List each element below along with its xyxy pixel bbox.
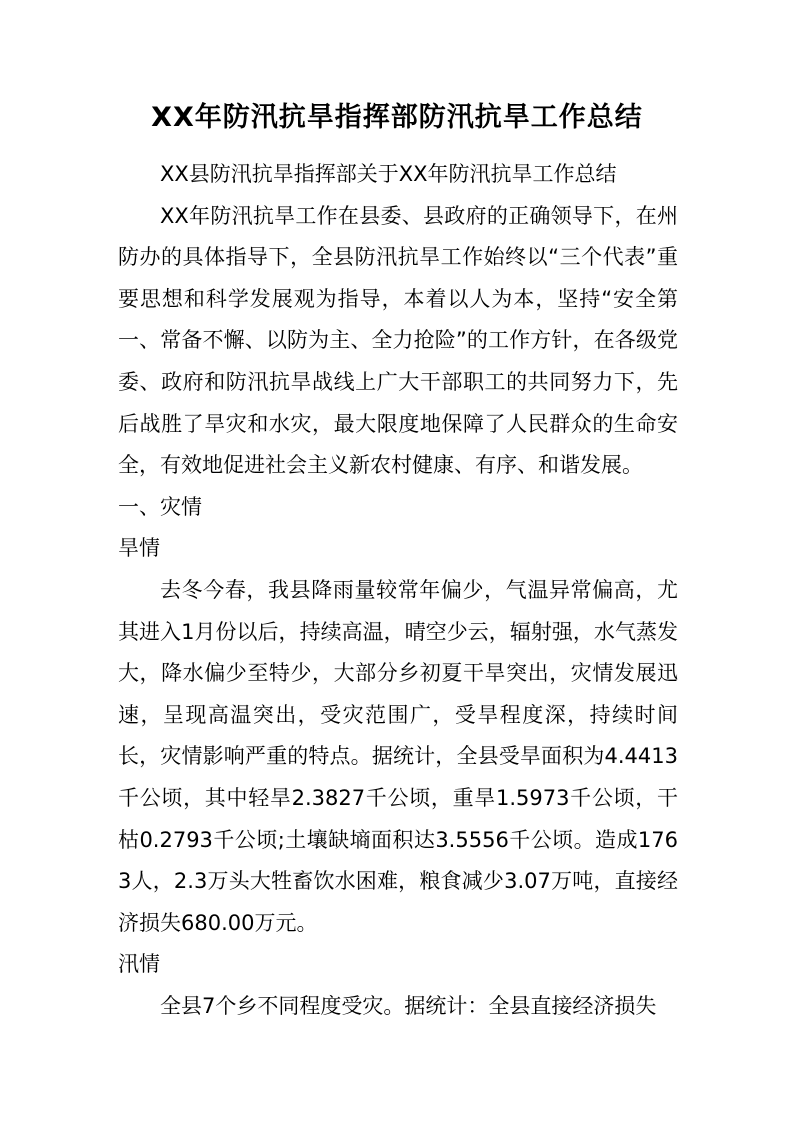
document-body <box>118 154 678 1027</box>
drought-paragraph: 去冬今春，我县降雨量较常年偏少，气温异常偏高，尤其进入1月份以后，持续高温，晴空少云，辐射强，水气蒸发大，降水偏少至特少，大部分乡初夏干旱突出，灾情发展迅速，呈现高温突出，受灾范围广，受旱程度深，持续时间长，灾情影响严重的特点。据统计，全县受旱面积为4.4413千公顷，其中轻旱2.3827千公顷，重旱1.5973千公顷，干枯0.2793千公顷;土壤缺墒面积达3.5556千公顷。造成1763人，2.3万头大牲畜饮水困难，粮食减少3.07万吨，直接经济损失680.00万元。 <box>118 577 678 935</box>
document-title: XX年防汛抗旱指挥部防汛抗旱工作总结 <box>151 102 643 133</box>
intro-paragraph: XX年防汛抗旱工作在县委、县政府的正确领导下，在州防办的具体指导下，全县防汛抗旱工作始终以“三个代表”重要思想和科学发展观为指导，本着以人为本，坚持“安全第一、常备不懈、以防为主、全力抢险”的工作方针，在各级党委、政府和防汛抗旱战线上广大干部职工的共同努力下，先后战胜了旱灾和水灾，最大限度地保障了人民群众的生命安全，有效地促进社会主义新农村健康、有序、和谐发展。 <box>118 203 678 478</box>
subheading-flood: 汛情 <box>118 952 160 977</box>
section-heading-disaster: 一、灾情 <box>118 494 202 519</box>
subheading-drought: 旱情 <box>118 536 160 561</box>
document-subtitle: XX县防汛抗旱指挥部关于XX年防汛抗旱工作总结 <box>160 162 617 186</box>
flood-paragraph: 全县7个乡不同程度受灾。据统计：全县直接经济损失 <box>160 993 657 1018</box>
